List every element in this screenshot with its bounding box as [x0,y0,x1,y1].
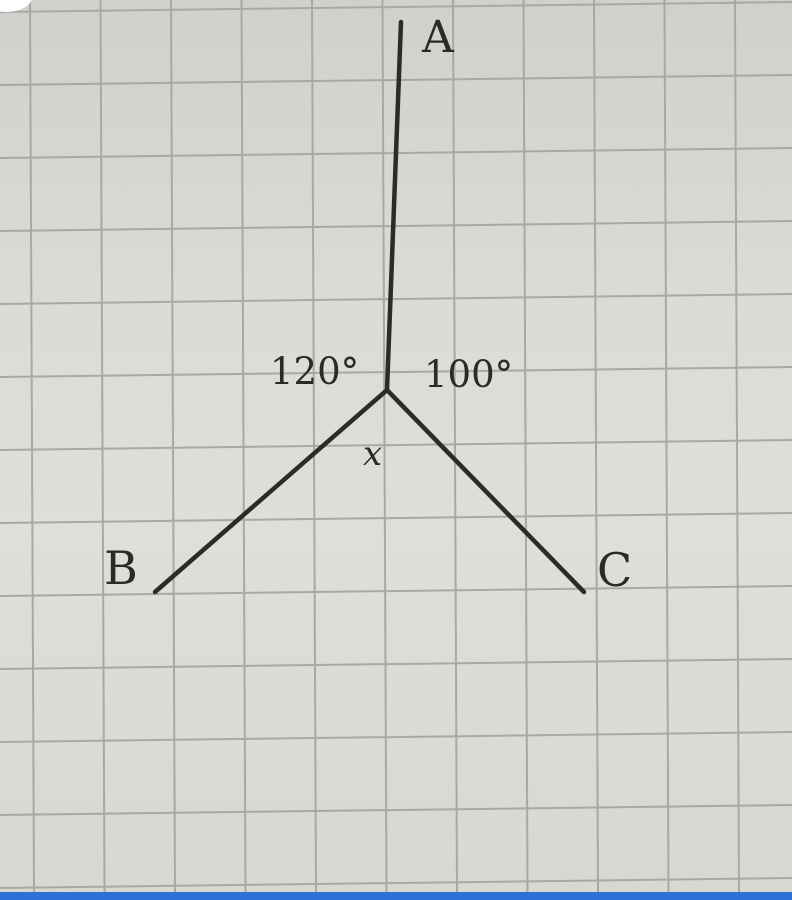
ray-oa [387,22,401,390]
bottom-accent-bar [0,892,792,900]
ray-ob [155,390,387,592]
angle-label-unknown: x [363,434,383,474]
ray-oc [387,390,584,592]
point-label-b: B [104,541,138,595]
angle-label-right: 100° [424,353,514,396]
point-label-c: C [597,543,633,597]
point-label-a: A [422,12,454,63]
angle-label-left: 120° [270,350,360,393]
